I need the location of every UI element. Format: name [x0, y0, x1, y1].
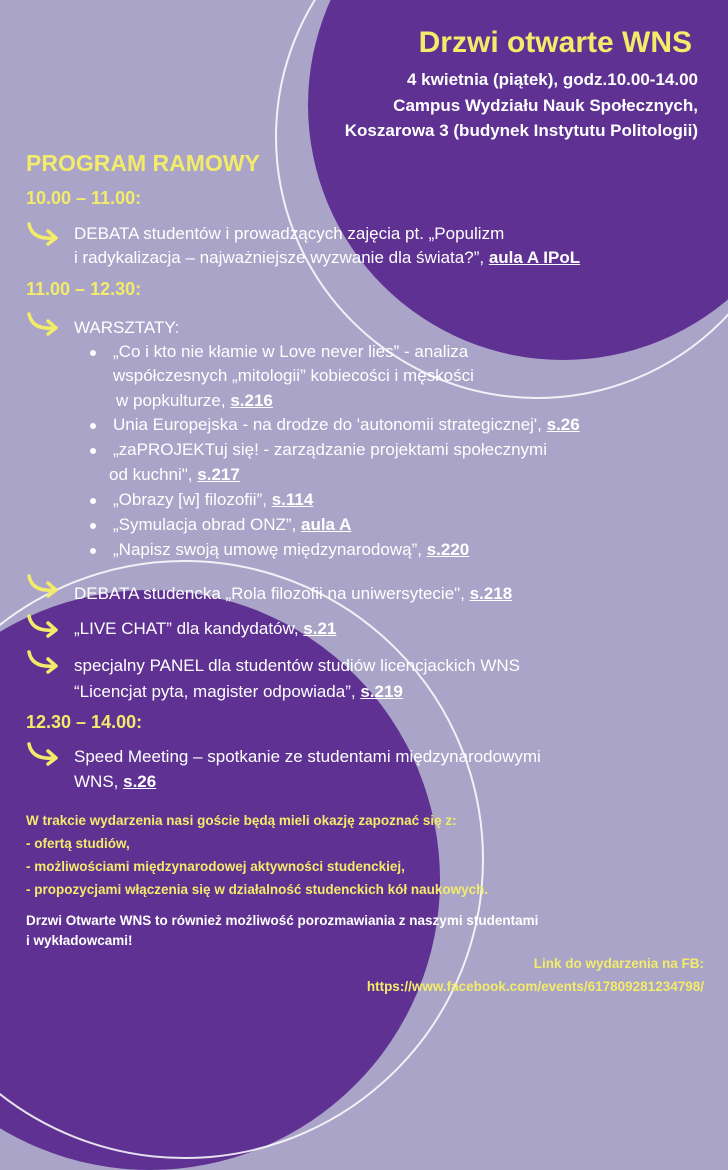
panel-room: s.219: [360, 682, 403, 701]
closing-line-2: i wykładowcami!: [26, 933, 133, 948]
program-heading: PROGRAM RAMOWY: [26, 150, 260, 176]
workshop-1-line-3: w popkulturze, s.216: [116, 391, 273, 410]
info-item-3: - propozycjami włączenia się w działalność studenckich kół naukowych.: [26, 882, 489, 897]
page-title: Drzwi otwarte WNS: [418, 26, 692, 59]
speed-meeting-room: s.26: [123, 772, 157, 791]
debate-1-line-1: DEBATA studentów i prowadzących zajęcia pt. „Populizm: [74, 224, 505, 243]
workshop-1-line-2: współczesnych „mitologii” kobiecości i męskości: [113, 366, 474, 385]
student-debate-room: s.218: [469, 584, 513, 603]
fb-link[interactable]: https://www.facebook.com/events/617809281234798/: [366, 979, 704, 994]
time-slot-1: 10.00 – 11.00:: [26, 188, 142, 208]
time-slot-3: 12.30 – 14.00:: [26, 712, 143, 732]
arrow-icon: [26, 220, 62, 246]
bullet: [90, 498, 96, 504]
event-address: Koszarowa 3 (budynek Instytutu Politologii): [344, 121, 698, 140]
bullet: [90, 523, 96, 529]
arrow-icon: [26, 310, 62, 336]
arrow-icon: [26, 740, 62, 766]
speed-meeting-line-1: Speed Meeting – spotkanie ze studentami międzynarodowymi: [74, 747, 541, 766]
bullet: [90, 423, 96, 429]
speed-meeting-line-2: WNS, s.26: [74, 772, 157, 791]
info-item-1: - ofertą studiów,: [26, 836, 130, 851]
workshop-3-line-2: od kuchni", s.217: [109, 465, 240, 484]
workshop-6-room: s.220: [426, 540, 470, 559]
closing-line-1: Drzwi Otwarte WNS to również możliwość porozmawiania z naszymi studentami: [26, 913, 539, 928]
workshop-4: „Obrazy [w] filozofii”, s.114: [113, 490, 314, 509]
student-debate: DEBATA studencka „Rola filozofii na uniwersytecie", s.218: [74, 584, 513, 603]
time-slot-2: 11.00 – 12.30:: [26, 279, 142, 299]
arrow-icon: [26, 572, 62, 598]
debate-1-room: aula A IPoL: [488, 248, 581, 267]
panel-line-2: “Licencjat pyta, magister odpowiada”, s.219: [74, 682, 403, 701]
workshop-4-room: s.114: [271, 490, 314, 509]
workshop-1-line-1: „Co i kto nie kłamie w Love never lies” - analiza: [113, 342, 469, 361]
workshop-3-room: s.217: [197, 465, 240, 484]
workshop-5: „Symulacja obrad ONZ”, aula A: [113, 515, 352, 534]
debate-1-line-2: i radykalizacja – najważniejsze wyzwanie dla świata?”, aula A IPoL: [74, 248, 581, 267]
bullet: [90, 350, 96, 356]
live-chat: „LIVE CHAT” dla kandydatów, s.21: [74, 619, 337, 638]
bullet: [90, 548, 96, 554]
workshop-1-room: s.216: [230, 391, 273, 410]
fb-link-label: Link do wydarzenia na FB:: [533, 956, 704, 971]
workshop-5-room: aula A: [301, 515, 352, 534]
workshop-3-line-1: „zaPROJEKTuj się! - zarządzanie projektami społecznymi: [113, 440, 547, 459]
event-campus: Campus Wydziału Nauk Społecznych,: [393, 96, 698, 115]
info-item-2: - możliwościami międzynarodowej aktywności studenckiej,: [26, 859, 405, 874]
workshops-label: WARSZTATY:: [74, 318, 180, 337]
workshop-6: „Napisz swoją umowę międzynarodową”, s.220: [113, 540, 470, 559]
workshop-2: Unia Europejska - na drodze do 'autonomii strategicznej', s.26: [113, 415, 580, 434]
live-chat-room: s.21: [303, 619, 337, 638]
event-date: 4 kwietnia (piątek), godz.10.00-14.00: [406, 70, 698, 89]
panel-line-1: specjalny PANEL dla studentów studiów licencjackich WNS: [74, 656, 520, 675]
workshop-2-room: s.26: [546, 415, 580, 434]
info-intro: W trakcie wydarzenia nasi goście będą mieli okazję zapoznać się z:: [26, 813, 457, 828]
bullet: [90, 448, 96, 454]
arrow-icon: [26, 648, 62, 674]
arrow-icon: [26, 612, 62, 638]
